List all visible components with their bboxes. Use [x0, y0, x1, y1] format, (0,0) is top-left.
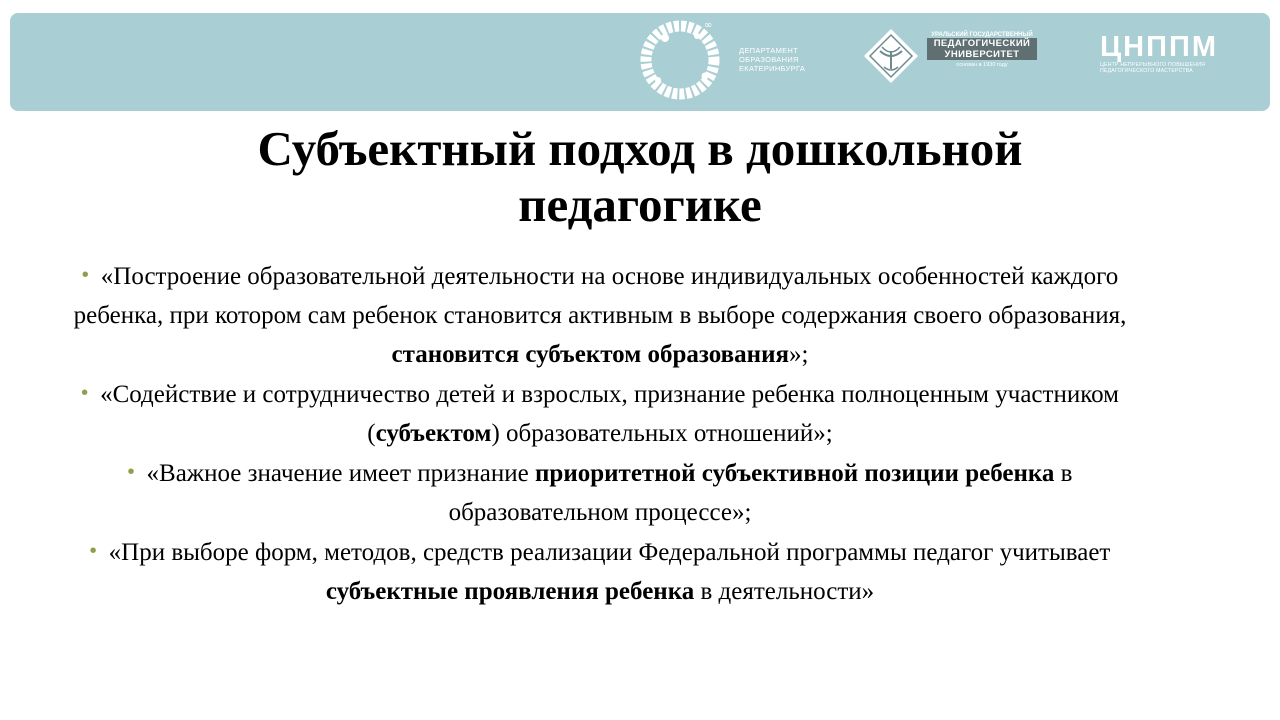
- bullet-item: [40, 256, 1160, 374]
- svg-text:∞: ∞: [704, 20, 713, 31]
- bullet-item: [40, 453, 1160, 532]
- bullet-text-bold: субъектные проявления ребенка: [325, 578, 695, 605]
- bullet-item: [40, 374, 1160, 453]
- slide-title: [140, 121, 1140, 233]
- center-logo: [1100, 32, 1240, 74]
- university-logo-line: ПЕДАГОГИЧЕСКИЙ: [927, 38, 1037, 49]
- department-logo-text: [739, 46, 849, 73]
- bullet-dot-icon: •: [81, 382, 89, 404]
- bullet-text: «Важное значение имеет признание: [146, 460, 536, 487]
- university-logo-line: УНИВЕРСИТЕТ: [927, 49, 1037, 60]
- center-logo-subtitle: ПЕДАГОГИЧЕСКОГО МАСТЕРСТВА: [1100, 68, 1193, 74]
- bullet-text: ) образовательных отношений»;: [491, 420, 833, 447]
- bullet-list: [40, 256, 1160, 611]
- department-logo-line: ОБРАЗОВАНИЯ: [739, 55, 799, 64]
- university-logo-line: УРАЛЬСКИЙ ГОСУДАРСТВЕННЫЙ: [931, 32, 1033, 38]
- slide-title-line: Субъектный подход в дошкольной: [257, 121, 1023, 176]
- department-emblem-icon: [640, 18, 722, 100]
- university-emblem-icon: [862, 27, 920, 85]
- bullet-text: »;: [789, 341, 809, 368]
- bullet-text: «При выборе форм, методов, средств реализации Федеральной программы педагог учитывает: [108, 539, 1111, 566]
- university-logo-line: основан в 1930 году: [956, 62, 1008, 68]
- center-logo-subtitle: ЦЕНТР НЕПРЕРЫВНОГО ПОВЫШЕНИЯ: [1100, 62, 1206, 68]
- bullet-dot-icon: •: [81, 264, 89, 286]
- slide-title-line: педагогике: [518, 177, 762, 232]
- bullet-text-bold: субъектом: [375, 420, 492, 447]
- bullet-text: «Содействие и сотрудничество детей и взрослых, признание ребенка полноценным участником (: [100, 381, 1119, 447]
- department-logo-line: ДЕПАРТАМЕНТ: [739, 46, 799, 55]
- bullet-dot-icon: •: [89, 540, 97, 562]
- department-logo-line: ЕКАТЕРИНБУРГА: [739, 64, 806, 73]
- center-logo-name: ЦНППМ: [1100, 31, 1218, 63]
- bullet-text: в образовательном процессе»;: [448, 460, 1073, 526]
- bullet-dot-icon: •: [127, 461, 135, 483]
- bullet-text: «Построение образовательной деятельности на основе индивидуальных особенностей каждого ребенка, при котором сам ребенок становится активным в выборе содержания своего образования,: [73, 263, 1127, 329]
- university-logo-text: [927, 32, 1037, 68]
- bullet-text-bold: приоритетной субъективной позиции ребенка: [535, 460, 1055, 487]
- bullet-text-bold: становится субъектом образования: [391, 341, 790, 368]
- bullet-text: в деятельности»: [694, 578, 875, 605]
- bullet-item: [40, 532, 1160, 611]
